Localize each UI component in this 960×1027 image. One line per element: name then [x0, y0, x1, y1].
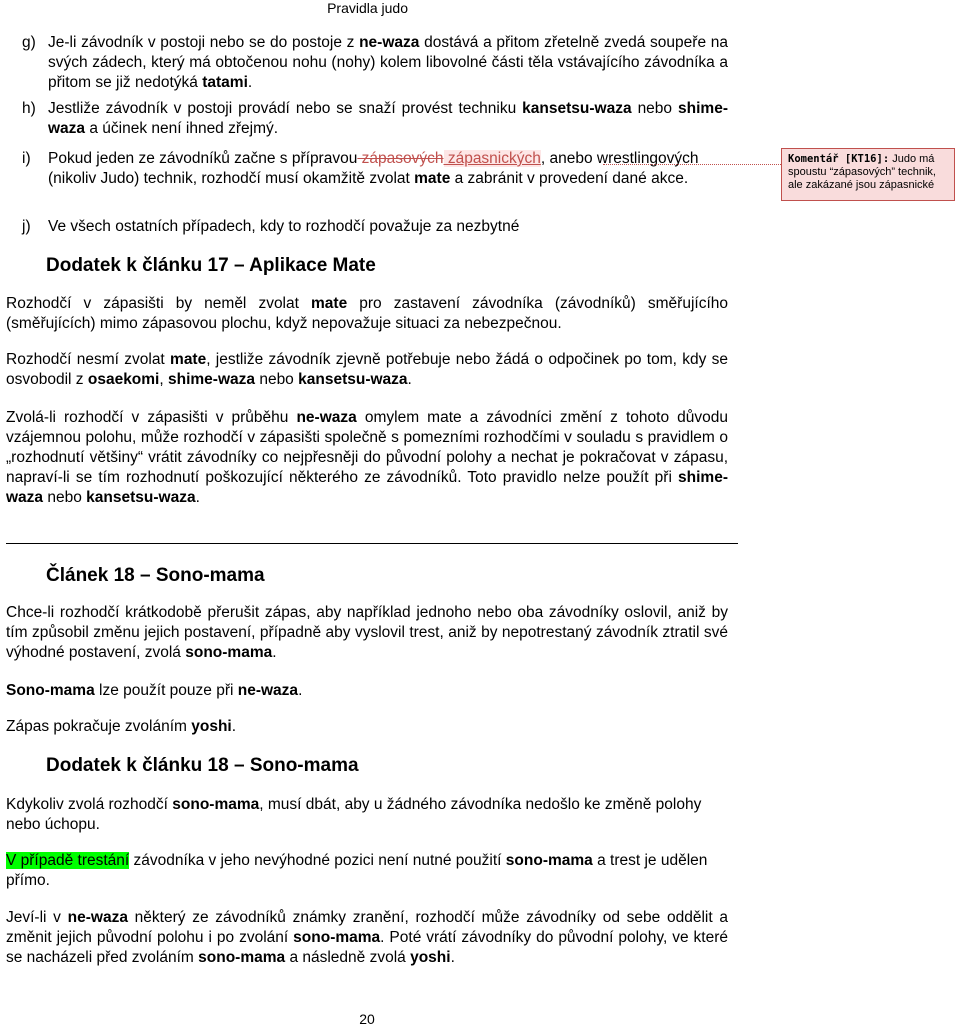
- item-label: i): [22, 150, 31, 167]
- item-label: g): [22, 34, 36, 51]
- paragraph: Rozhodčí v zápasišti by neměl zvolat mate pro zastavení závodníka (závodníků) směřujícího (směřujících) mimo zápasovou plochu, když nepovažuje situaci za nebezpečnou.: [6, 295, 729, 332]
- section-divider: [6, 543, 738, 544]
- paragraph-rest: závodníka v jeho nevýhodné pozici není nutné použití sono-mama a trest je udělen přímo.: [6, 852, 708, 889]
- item-text: [48, 149, 728, 189]
- paragraph: [6, 851, 728, 891]
- paragraph: Chce-li rozhodčí krátkodobě přerušit zápas, aby například jednoho nebo oba závodníky oslovil, aniž by tím způsobil změnu jejich postavení, případně aby vyslovil trest, aniž by nepotrestaný závodník ztratil své výhodné postavení, zvolá sono-mama.: [6, 604, 728, 661]
- comment-label: Komentář [KT16]:: [788, 153, 890, 165]
- inserted-text: zápasnických: [443, 150, 541, 167]
- item-label: j): [22, 218, 31, 235]
- highlighted-text: V případě trestání: [6, 852, 130, 869]
- page-number: 20: [359, 1011, 375, 1027]
- item-label: h): [22, 100, 36, 117]
- text-before: Pokud jeden ze závodníků začne s přípravou: [48, 150, 358, 167]
- section-heading-dodatek-17: Dodatek k článku 17 – Aplikace Mate: [46, 255, 376, 276]
- item-text: Ve všech ostatních případech, kdy to rozhodčí považuje za nezbytné: [48, 218, 520, 235]
- paragraph: Kdykoliv zvolá rozhodčí sono-mama, musí dbát, aby u žádného závodníka nedošlo ke změně polohy nebo úchopu.: [6, 796, 702, 833]
- item-text: Je-li závodník v postoji nebo se do postoje z ne-waza dostává a přitom zřetelně zvedá soupeře na svých zádech, který má obtočenou nohu (nohy) kolem libovolné části těla vstávajícího závodníka a přitom se již nedotýká tatami.: [48, 34, 728, 91]
- page-header: Pravidla judo: [327, 0, 408, 16]
- list-item-j: [22, 217, 728, 237]
- paragraph: Zápas pokračuje zvoláním yoshi.: [6, 718, 237, 735]
- list-item-g: [22, 33, 728, 93]
- text-after: , anebo wrestlingových (nikoliv Judo) technik, rozhodčí musí okamžitě zvolat mate a zabránit v provedení dané akce.: [48, 150, 699, 187]
- paragraph: Zvolá-li rozhodčí v zápasišti v průběhu ne-waza omylem mate a závodníci změní z tohoto důvodu vzájemnou polohu, může rozhodčí v zápasišti společně s pomezními rozhodčími v souladu s pravidlem o „rozhodnutí většiny“ vrátit závodníky co nejpřesněji do původní polohy a nechat je pokračovat v zápasu, napraví-li se tím rozhodnutí poškozující některého ze závodníků. Toto pravidlo nelze použít při shime-waza nebo kansetsu-waza.: [6, 409, 728, 506]
- section-heading-dodatek-18: Dodatek k článku 18 – Sono-mama: [46, 755, 359, 776]
- list-item-h: [22, 99, 728, 139]
- list-item-i: [22, 149, 728, 209]
- paragraph: Rozhodčí nesmí zvolat mate, jestliže závodník zjevně potřebuje nebo žádá o odpočinek po tom, kdy se osvobodil z osaekomi, shime-waza nebo kansetsu-waza.: [6, 351, 728, 388]
- comment-connector: [603, 164, 781, 165]
- deleted-text: zápasových: [357, 150, 444, 167]
- comment-balloon[interactable]: [781, 148, 955, 201]
- section-heading-clanek-18: Článek 18 – Sono-mama: [46, 565, 265, 586]
- paragraph: Jeví-li v ne-waza některý ze závodníků známky zranění, rozhodčí může závodníky od sebe oddělit a změnit jejich původní polohu i po zvolání sono-mama. Poté vrátí závodníky do původní polohy, ve které se nacházeli před zvoláním sono-mama a následně zvolá yoshi.: [6, 909, 728, 966]
- comment-text: Judo má spoustu “zápasových” technik, ale zakázané jsou zápasnické: [788, 153, 936, 191]
- paragraph: Sono-mama lze použít pouze při ne-waza.: [6, 682, 303, 699]
- item-text: Jestliže závodník v postoji provádí nebo se snaží provést techniku kansetsu-waza nebo shime-waza a účinek není ihned zřejmý.: [48, 100, 728, 137]
